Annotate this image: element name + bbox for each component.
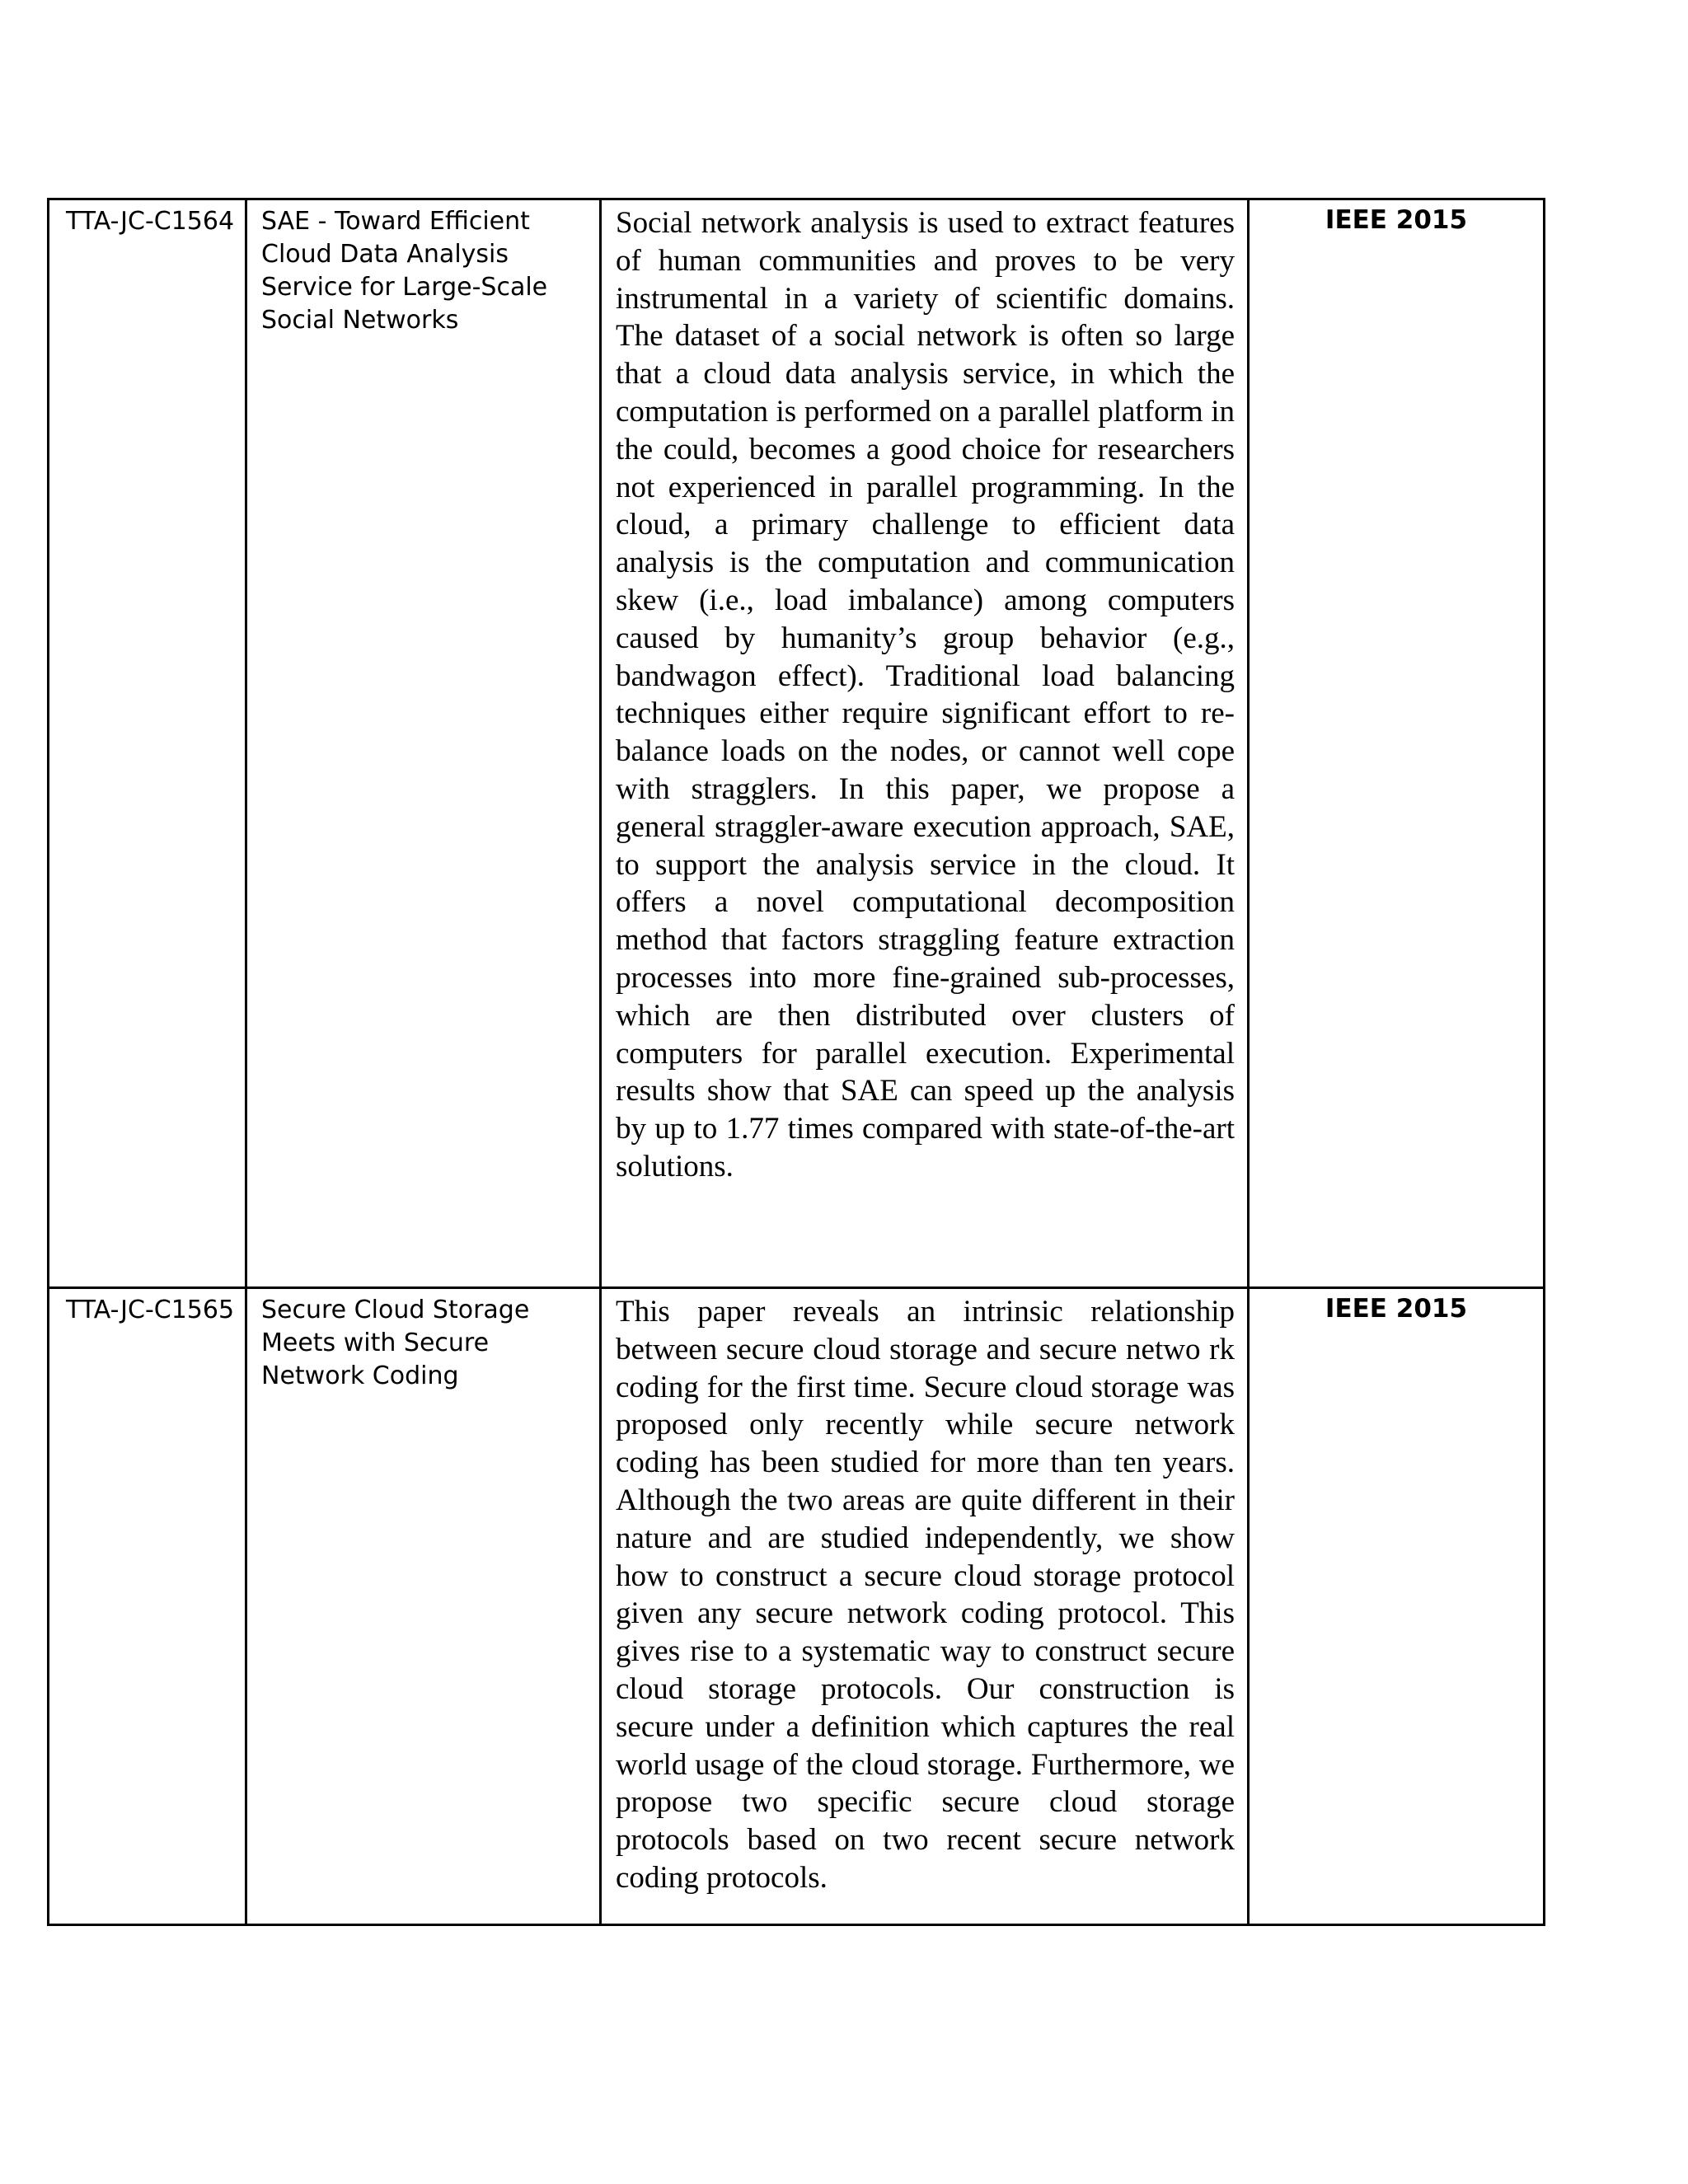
table-row [49,199,1545,1288]
project-year: IEEE 2015 [1325,1294,1468,1324]
project-year-cell [1249,199,1545,1288]
project-abstract: Social network analysis is used to extract features of human communities and proves to be very instrumental in a variety of scientific domains. The dataset of a social network is often so large that a cloud data analysis service, in which the computation is performed on a parallel platform in the could, becomes a good choice for researchers not experienced in parallel programming. In the cloud, a primary challenge to efficient data analysis is the computation and communication skew (i.e., load imbalance) among computers caused by humanity’s group behavior (e.g., bandwagon effect). Traditional load balancing techniques either require significant effort to re-balance loads on the nodes, or cannot well cope with stragglers. In this paper, we propose a general straggler-aware execution approach, SAE, to support the analysis service in the cloud. It offers a novel computational decomposition method that factors straggling feature extraction processes into more fine-grained sub-processes, which are then distributed over clusters of computers for parallel execution. Experimental results show that SAE can speed up the analysis by up to 1.77 times compared with state-of-the-art solutions. [616,206,1235,1183]
project-id-cell [49,199,246,1288]
project-abstract: This paper reveals an intrinsic relationship between secure cloud storage and secure netwo rk coding for the first time. Secure cloud storage was proposed only recently while secure network coding has been studied for more than ten years. Although the two areas are quite different in their nature and are studied independently, we show how to construct a secure cloud storage protocol given any secure network coding protocol. This gives rise to a systematic way to construct secure cloud storage protocols. Our construction is secure under a definition which captures the real world usage of the cloud storage. Furthermore, we propose two specific secure cloud storage protocols based on two recent secure network coding protocols. [616,1295,1235,1895]
projects-table [47,198,1545,1926]
table-row [49,1288,1545,1925]
project-title-cell [246,1288,601,1925]
project-abstract-cell [601,199,1249,1288]
project-year: IEEE 2015 [1325,205,1468,235]
project-title-cell [246,199,601,1288]
project-title: Secure Cloud Storage Meets with Secure Network Coding [261,1296,530,1390]
project-title: SAE - Toward Efficient Cloud Data Analysis Service for Large-Scale Social Networks [261,207,548,335]
project-id-cell [49,1288,246,1925]
project-id: TTA-JC-C1565 [66,1296,235,1324]
project-abstract-cell [601,1288,1249,1925]
project-year-cell [1249,1288,1545,1925]
project-id: TTA-JC-C1564 [66,207,235,236]
